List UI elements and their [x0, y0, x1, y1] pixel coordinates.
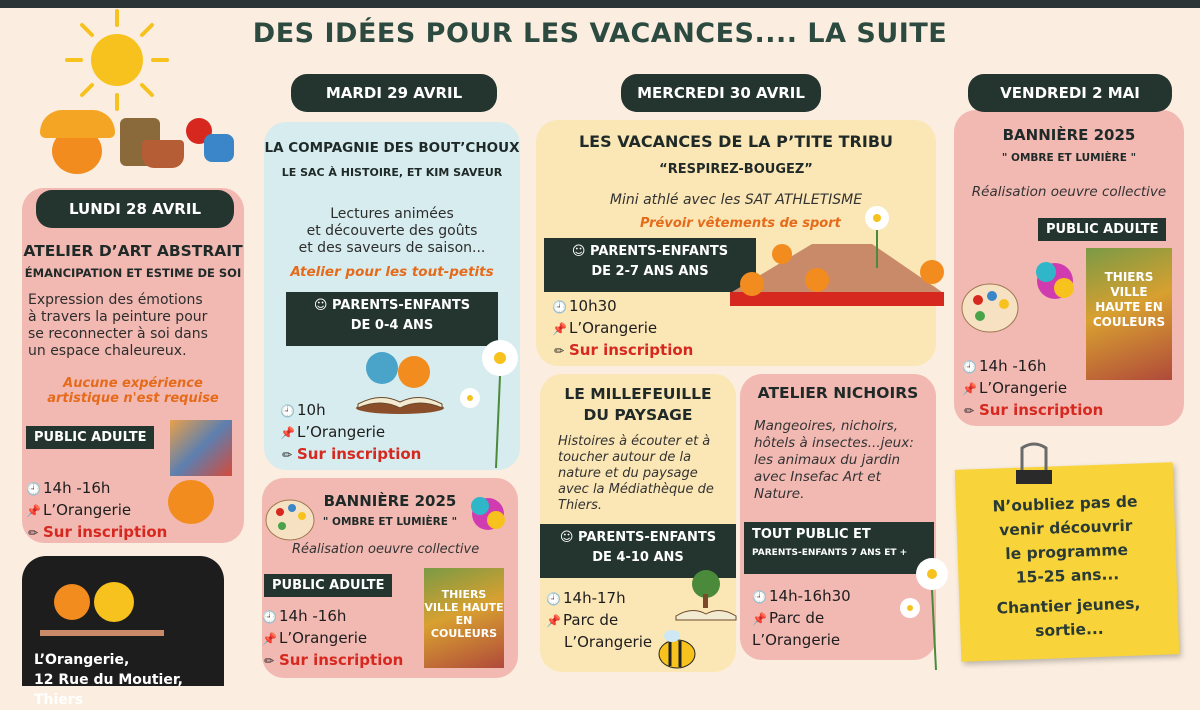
clip-icon: [1012, 440, 1056, 486]
palette-icon: [958, 270, 1028, 340]
card-info: 🕘 10h 📌 L’Orangerie ✏ Sur inscription: [280, 400, 421, 466]
abstract-art-image: [170, 420, 232, 476]
card-title: BANNIÈRE 2025: [323, 492, 457, 510]
day-pill-vendredi: VENDREDI 2 MAI: [968, 74, 1172, 112]
card-info: 🕘 14h -16h 📌 L’Orangerie ✏ Sur inscription: [962, 356, 1103, 422]
card-title: LE MILLEFEUILLE DU PAYSAGE: [564, 385, 712, 424]
face-icon: ☺: [571, 244, 586, 259]
clock-icon: 🕘: [552, 300, 567, 314]
card-desc: Réalisation oeuvre collective: [971, 184, 1167, 200]
face-icon: ☺: [313, 298, 328, 313]
card-body: Histoires à écouter et à toucher autour de la nature et du paysage avec la Médiathèque de Thiers.: [558, 434, 714, 513]
clock-icon: 🕘: [962, 360, 977, 374]
bee-icon: [652, 626, 702, 672]
poster-image: THIERS VILLE HAUTE EN COULEURS: [1086, 248, 1172, 380]
card-subtitle: " OMBRE ET LUMIÈRE ": [1001, 152, 1137, 164]
card-title: LES VACANCES DE LA P’TITE TRIBU: [578, 132, 893, 151]
pencil-icon: ✏: [553, 344, 565, 358]
card-note: Aucune expérience artistique n'est requise: [47, 376, 219, 406]
illustration-icon: [36, 568, 166, 644]
daisy-icon: [896, 552, 960, 672]
audience-badge: ☺ PARENTS-ENFANTS DE 2-7 ANS ANS: [544, 238, 756, 292]
watering-can-icon: [204, 134, 234, 162]
card-body: Mangeoires, nichoirs, hôtels à insectes...jeux: les animaux du jardin avec Insefac Art et Nature.: [754, 418, 914, 502]
card-title: LA COMPAGNIE DES BOUT’CHOUX: [264, 140, 520, 156]
signup-link[interactable]: Sur inscription: [569, 341, 694, 359]
poster-image: THIERS VILLE HAUTE EN COULEURS: [424, 568, 504, 668]
audience-badge: TOUT PUBLIC ET PARENTS-ENFANTS 7 ANS ET +: [744, 522, 934, 574]
audience-badge: PUBLIC ADULTE: [26, 426, 154, 449]
daisy-icon: [852, 200, 902, 270]
card-note: Prévoir vêtements de sport: [640, 216, 841, 231]
pencil-icon: ✏: [27, 526, 39, 540]
card-info: 🕘 14h -16h 📌 L’Orangerie ✏ Sur inscription: [262, 606, 403, 672]
signup-link[interactable]: Sur inscription: [297, 445, 422, 463]
card-info: 🕘 14h-16h30 📌 Parc de L’Orangerie: [752, 587, 851, 649]
audience-badge: ☺ PARENTS-ENFANTS DE 4-10 ANS: [540, 524, 736, 578]
face-icon: ☺: [559, 530, 574, 545]
card-subtitle: LE SAC À HISTOIRE, ET KIM SAVEUR: [281, 166, 503, 179]
paint-splash-icon: [1026, 252, 1084, 310]
clock-icon: 🕘: [26, 482, 41, 496]
card-subtitle: " OMBRE ET LUMIÈRE ": [322, 516, 458, 528]
pin-icon: 📌: [280, 426, 295, 440]
card-info: 🕘 14h -16h 📌 L’Orangerie ✏ Sur inscription: [26, 478, 167, 544]
signup-link[interactable]: Sur inscription: [279, 651, 404, 669]
card-desc: Mini athlé avec les SAT ATHLETISME: [609, 192, 863, 208]
pin-icon: 📌: [546, 614, 561, 628]
card-desc: Réalisation oeuvre collective: [292, 542, 480, 557]
card-body: Lectures animées et découverte des goûts et des saveurs de saison...: [298, 206, 486, 256]
pin-icon: 📌: [552, 322, 567, 336]
pin-icon: 📌: [262, 632, 277, 646]
signup-link[interactable]: Sur inscription: [979, 401, 1104, 419]
card-subtitle: ÉMANCIPATION ET ESTIME DE SOI: [24, 266, 242, 280]
page-title: DES IDÉES POUR LES VACANCES.... LA SUITE: [252, 18, 948, 49]
sticky-note: N’oubliez pas de venir découvrir le programme 15-25 ans... Chantier jeunes, sortie...: [955, 462, 1180, 661]
card-title: ATELIER NICHOIRS: [757, 384, 919, 402]
tree-book-icon: [672, 566, 742, 622]
pencil-icon: ✏: [281, 448, 293, 462]
pin-icon: 📌: [962, 382, 977, 396]
orange-icon: [168, 480, 214, 524]
card-body: Expression des émotions à travers la peinture pour se reconnecter à soi dans un espace chaleureux.: [28, 292, 208, 359]
paint-splash-icon: [462, 488, 514, 540]
day-pill-mercredi: MERCREDI 30 AVRIL: [621, 74, 821, 112]
pin-icon: 📌: [752, 612, 767, 626]
pencil-icon: ✏: [263, 654, 275, 668]
card-note: Atelier pour les tout-petits: [290, 264, 494, 280]
clock-icon: 🕘: [752, 590, 767, 604]
location-footer: L’Orangerie, 12 Rue du Moutier, Thiers: [22, 556, 224, 686]
card-info: 🕘 14h-17h 📌 Parc de L’Orangerie: [546, 589, 653, 651]
daisy-icon: [456, 332, 536, 472]
clock-icon: 🕘: [546, 592, 561, 606]
pot-icon: [142, 140, 184, 168]
clock-icon: 🕘: [262, 610, 277, 624]
day-pill-mardi: MARDI 29 AVRIL: [291, 74, 497, 112]
audience-badge: ☺ PARENTS-ENFANTS DE 0-4 ANS: [286, 292, 498, 346]
signup-link[interactable]: Sur inscription: [43, 523, 168, 541]
pencil-icon: ✏: [963, 404, 975, 418]
card-title: ATELIER D’ART ABSTRAIT: [23, 242, 243, 260]
day-pill-lundi: LUNDI 28 AVRIL: [36, 190, 234, 228]
track-illustration: [722, 232, 952, 322]
audience-badge: PUBLIC ADULTE: [1038, 218, 1166, 241]
clock-icon: 🕘: [280, 404, 295, 418]
hat-icon: [40, 110, 115, 138]
audience-badge: PUBLIC ADULTE: [264, 574, 392, 597]
sun-icon: [55, 5, 185, 115]
pin-icon: 📌: [26, 504, 41, 518]
card-title: BANNIÈRE 2025: [1002, 126, 1136, 144]
card-subtitle: “RESPIREZ-BOUGEZ”: [659, 162, 813, 177]
card-info: 🕘 10h30 📌 L’Orangerie ✏ Sur inscription: [552, 296, 693, 362]
